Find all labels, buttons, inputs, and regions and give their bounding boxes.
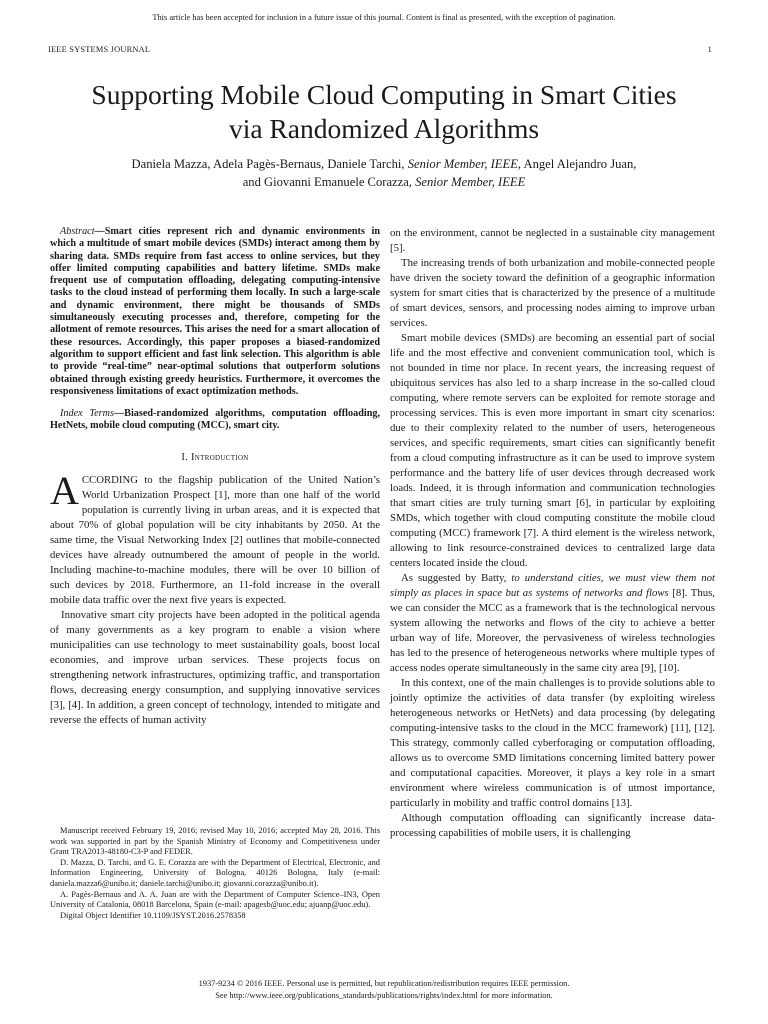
section-title: Introduction <box>191 451 249 463</box>
section-number: I. <box>181 451 189 463</box>
abstract-text: —Smart cities represent rich and dynamic environments in which a multitude of smart mobile devices (SMDs) interact among them by sharing data. SMDs require from fast access to online services, but they offer limited computing capabilities and battery lifetime. SMDs make frequent use of computation offloading, delegating computing-intensive tasks to the cloud instead of performing them locally. In such a large-scale and dynamic environment, there might be thousands of SMDs simultaneously executing processes and, therefore, competing for the allotment of remote resources. This arises the need for a smart allocation of these resources. Accordingly, this paper proposes a biased-randomized algorithm to support efficient and fast link selection. This algorithm is able to provide “real-time” near-optimal solutions that outperform solutions obtained through existing greedy heuristics. Furthermore, it overcomes the responsiveness limitations of exact optimization methods. <box>50 226 380 397</box>
batty-intro: As suggested by Batty, <box>401 572 512 584</box>
drop-cap: A <box>50 467 79 513</box>
authors-line-2: and Giovanni Emanuele Corazza, <box>242 175 412 189</box>
authors-line-1-tail: , Angel Alejandro Juan, <box>517 157 637 171</box>
author-list <box>40 155 728 191</box>
first-word: CCORDING <box>81 473 139 486</box>
body-paragraph-5: Although computation offloading can significantly increase data-processing capabilities of mobile users, it is challenging <box>390 812 715 839</box>
author-role: Senior Member, IEEE <box>415 175 526 189</box>
intro-paragraph-2: Innovative smart city projects have been adopted in the political agenda of many governments as a key program to enable a vision where municipalities can use technology to meet sustainability goals, boost local economies, and improve urban services. These projects focus on strengthening network infrastructures, optimizing traffic, and transportation flows, decreasing energy consumption, and supplying innovative services [3], [4]. In addition, a green concept of technology, intended to mitigate and reverse the effects of human activity <box>50 608 380 726</box>
body-paragraph-2: Smart mobile devices (SMDs) are becoming an essential part of social life and the most effective and convenient communication tool, which is not bounded in time nor place. In recent years, the increasing request of ubiquitous services has also led to a sharp increase in the so-called cloud computing, where remote servers can be exploited for remote storage and processing services. This is even more important in smart city scenarios: due to their complexity related to the number of users, heterogeneous services, and specific requirements, smart cities can significantly benefit from a cloud computing infrastructure as it can be used to improve system performance and the battery life of user devices through decreased work loads. Indeed, it is through information and communication technologies that smart cities are truly turning smart [6], in particular by exploiting SMDs, which together with cloud computing constitute the mobile cloud computing (MCC) framework [7]. A third element is the wireless network, allowing to link resource-constrained devices to centralized large data centers located inside the cloud. <box>390 332 715 569</box>
copyright-line: 1937-9234 © 2016 IEEE. Personal use is permitted, but republication/redistribution requires IEEE permission. <box>198 979 570 988</box>
footnote-doi: Digital Object Identifier 10.1109/JSYST.2016.2578358 <box>60 910 246 920</box>
intro-paragraph-1 <box>50 467 380 608</box>
author-role: Senior Member, IEEE <box>407 157 518 171</box>
intro-text-1: to the flagship publication of the United Nation’s World Urbanization Prospect [1], more than one half of the world population is currently living in urban areas, and it is expected that about 70% of global population will be city inhabitants by 2050. At the same time, the Visual Networking Index [2] outlines that mobile-connected devices have already outnumbered the amount of people in the world. Including machine-to-machine modules, there will be over 10 billion of such devices by 2018. Furthermore, an 11-fold increase in the overall mobile data traffic over the next five years is expected. <box>50 473 380 606</box>
footnote-affiliation-2: A. Pagès-Bernaus and A. A. Juan are with the Department of Computer Science–IN3, Open University of Catalonia, 08018 Barcelona, Spain (e-mail: apagesb@uoc.edu; ajuanp@uoc.edu). <box>50 889 380 910</box>
batty-rest: [8]. Thus, we can consider the MCC as a framework that is the technological nervous system allowing the networks and flows of the city to achieve a better urban way of life. Moreover, the pervasiveness of wireless technologies has led to the presence of heterogeneous networks where multiple types of access nodes operate simultaneously in the same city area [9], [10]. <box>390 587 715 674</box>
batty-quote: to understand cities, we must view them not simply as places in space but as systems of networks and flows <box>390 572 716 599</box>
body-paragraph-1: The increasing trends of both urbanization and mobile-connected people have driven the society toward the definition of a geographic information system for smart cities that is characterized by the presence of a multitude of smart devices, sensors, and processing nodes aiming to improve urban services. <box>390 257 715 329</box>
footnote-affiliation-1: D. Mazza, D. Tarchi, and G. E. Corazza are with the Department of Electrical, Electronic, and Information Engineering, University of Bologna, 40126 Bologna, Italy (e-mail: daniela.mazza6@unibo.it; daniele.tarchi@unibo.it; giovanni.corazza@unibo.it). <box>50 857 380 888</box>
authors-line-1: Daniela Mazza, Adela Pagès-Bernaus, Daniele Tarchi, <box>131 157 405 171</box>
index-terms <box>50 408 380 433</box>
abstract <box>50 226 380 398</box>
abstract-label: Abstract <box>60 226 95 237</box>
left-column <box>50 226 380 728</box>
index-terms-label: Index Terms <box>60 408 114 420</box>
copyright-footer <box>0 978 768 1002</box>
body-paragraph-0: on the environment, cannot be neglected in a sustainable city management [5]. <box>390 227 715 254</box>
title-line-1: Supporting Mobile Cloud Computing in Smart Cities <box>91 79 677 110</box>
title-line-2: via Randomized Algorithms <box>228 113 540 144</box>
journal-name: IEEE SYSTEMS JOURNAL <box>48 45 151 54</box>
acceptance-notice: This article has been accepted for inclusion in a future issue of this journal. Content is final as presented, with the exception of pagination. <box>152 13 616 22</box>
index-terms-text: —Biased-randomized algorithms, computation offloading, HetNets, mobile cloud computing (MCC), smart city. <box>50 408 380 432</box>
body-paragraph-3 <box>390 571 715 676</box>
right-column <box>390 226 715 841</box>
rights-line: See http://www.ieee.org/publications_standards/publications/rights/index.html for more information. <box>215 991 553 1000</box>
page-number: 1 <box>707 45 712 54</box>
footnote-manuscript: Manuscript received February 19, 2016; revised May 10, 2016; accepted May 28, 2016. This work was supported in part by the Spanish Ministry of Economy and Competitiveness under Grant TRA2013-48180-C3-P and FEDER. <box>50 826 380 857</box>
section-heading <box>50 451 380 465</box>
body-paragraph-4: In this context, one of the main challenges is to provide solutions able to jointly optimize the activities of data transfer (by exploiting wireless heterogeneous networks or HetNets) and data processing (by delegating computing-intensive tasks to the cloud in the MCC framework) [11], [12]. This strategy, commonly called cyberforaging or computation offloading, allows us to overcome SMD limitations concerning limited battery power and computational capacities. Moreover, it plays a key role in a smart environment where wireless communication is of utmost importance, particularly in mobility and traffic control domains [13]. <box>390 677 715 809</box>
running-head <box>48 44 712 55</box>
footnotes <box>50 826 380 921</box>
paper-title <box>30 78 738 146</box>
